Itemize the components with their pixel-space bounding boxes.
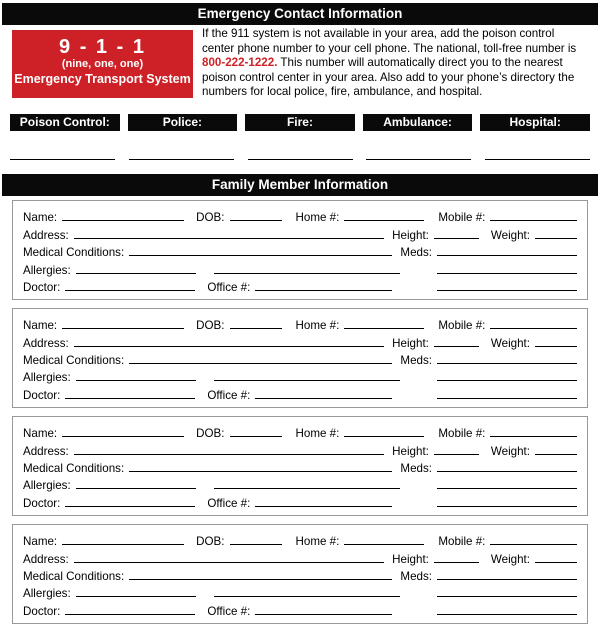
height-label: Height: [392,552,429,566]
address-label: Address: [23,552,69,566]
nine-one-one-number: 9 - 1 - 1 [59,36,146,58]
mobile-phone-write-in-line [490,533,577,545]
mobile-phone-label: Mobile #: [438,211,486,225]
meds-label: Meds: [400,570,432,583]
address-write-in-line [74,227,384,239]
member-row-doctor [23,492,577,509]
height-label: Height: [392,228,429,242]
family-member-block [12,308,588,408]
meds-continuation-line-2 [437,387,577,399]
member-row-doctor [23,600,577,617]
poison-control-label-box: Poison Control: [10,114,120,131]
member-row-medical [23,458,577,475]
dob-label: DOB: [196,535,225,549]
meds-write-in-line [437,460,577,472]
emergency-number-labels-row [10,114,590,131]
weight-label: Weight: [490,552,530,566]
dob-write-in-line [230,533,282,545]
family-member-blocks [12,200,588,624]
office-phone-write-in-line [255,387,392,399]
allergies-label: Allergies: [23,371,71,385]
meds-write-in-line [437,352,577,364]
meds-write-in-line [437,568,577,580]
intro-section [12,27,588,100]
height-label: Height: [392,336,429,350]
member-row-allergies [23,583,577,600]
doctor-label: Doctor: [23,280,61,294]
mobile-phone-write-in-line [490,425,577,437]
dob-write-in-line [230,317,282,329]
home-phone-write-in-line [344,533,424,545]
meds-continuation-line-2 [437,603,577,615]
home-phone-label: Home #: [295,535,340,549]
name-write-in-line [62,317,184,329]
home-phone-label: Home #: [295,211,340,225]
meds-write-in-line [437,244,577,256]
doctor-write-in-line [65,495,195,507]
poison-control-paragraph [202,27,588,100]
medical-conditions-write-in-line [129,460,392,472]
doctor-label: Doctor: [23,604,61,618]
name-write-in-line [62,533,184,545]
office-phone-label: Office #: [207,388,251,402]
weight-label: Weight: [490,444,530,458]
medical-conditions-write-in-line [129,352,392,364]
mobile-phone-label: Mobile #: [438,319,486,333]
member-row-address [23,548,577,565]
height-label: Height: [392,444,429,458]
home-phone-write-in-line [344,425,424,437]
member-row-name [23,315,577,332]
allergies-label: Allergies: [23,479,71,493]
home-phone-label: Home #: [295,319,340,333]
police-label-box: Police: [128,114,238,131]
office-phone-write-in-line [255,279,392,291]
doctor-label: Doctor: [23,388,61,402]
meds-label: Meds: [400,354,432,368]
dob-label: DOB: [196,319,225,333]
name-write-in-line [62,425,184,437]
member-row-allergies [23,367,577,384]
allergies-continuation-line [214,585,400,597]
meds-label: Meds: [400,246,432,260]
member-row-address [23,224,577,241]
member-row-address [23,332,577,349]
hospital-label-box: Hospital: [480,114,590,131]
member-row-address [23,440,577,457]
office-phone-write-in-line [255,495,392,507]
address-label: Address: [23,228,69,242]
allergies-continuation-line [214,477,400,489]
medical-conditions-write-in-line [129,568,392,580]
allergies-label: Allergies: [23,263,71,277]
allergies-continuation-line [214,262,400,274]
height-write-in-line [434,227,479,239]
name-label: Name: [23,211,58,225]
name-write-in-line [62,209,184,221]
emergency-number-lines-row [10,158,590,160]
mobile-phone-write-in-line [490,209,577,221]
member-row-allergies [23,259,577,276]
ambulance-label-box: Ambulance: [363,114,473,131]
ambulance-write-in-line [366,158,471,160]
allergies-label: Allergies: [23,587,71,601]
allergies-continuation-line [214,369,400,381]
allergies-write-in-line [76,585,196,597]
member-row-medical [23,242,577,259]
weight-write-in-line [535,551,577,563]
office-phone-label: Office #: [207,604,251,618]
medical-conditions-write-in-line [129,244,392,256]
meds-continuation-line-1 [437,262,577,274]
meds-continuation-line-1 [437,369,577,381]
dob-write-in-line [230,209,282,221]
member-row-medical [23,566,577,583]
hospital-write-in-line [485,158,590,160]
section-header-emergency-contact: Emergency Contact Information [2,3,598,25]
poison-control-write-in-line [10,158,115,160]
medical-conditions-label: Medical Conditions: [23,462,125,476]
mobile-phone-label: Mobile #: [438,535,486,549]
height-write-in-line [434,551,479,563]
meds-continuation-line-1 [437,585,577,597]
emergency-transport-system-label: Emergency Transport System [14,72,191,86]
weight-write-in-line [535,443,577,455]
office-phone-write-in-line [255,603,392,615]
home-phone-label: Home #: [295,427,340,441]
nine-one-one-pronunciation: (nine, one, one) [61,58,144,70]
weight-write-in-line [535,227,577,239]
poison-control-phone-number: 800-222-1222. [202,56,278,70]
doctor-write-in-line [65,279,195,291]
allergies-write-in-line [76,262,196,274]
member-row-medical [23,350,577,367]
name-label: Name: [23,427,58,441]
dob-write-in-line [230,425,282,437]
meds-continuation-line-2 [437,279,577,291]
medical-conditions-label: Medical Conditions: [23,246,125,260]
poison-paragraph-after: This number will automatically direct you to the nearest poison control center in your area. Also add to your phone’s directory the numbers for local police, fire, ambulance, and hospital. [202,56,575,99]
address-label: Address: [23,336,69,350]
weight-write-in-line [535,335,577,347]
family-member-block [12,416,588,516]
member-row-name [23,423,577,440]
name-label: Name: [23,535,58,549]
address-write-in-line [74,551,384,563]
address-write-in-line [74,443,384,455]
police-write-in-line [129,158,234,160]
member-row-doctor [23,384,577,401]
fire-write-in-line [248,158,353,160]
meds-continuation-line-1 [437,477,577,489]
doctor-label: Doctor: [23,496,61,510]
home-phone-write-in-line [344,317,424,329]
member-row-name [23,207,577,224]
mobile-phone-write-in-line [490,317,577,329]
meds-continuation-line-2 [437,495,577,507]
name-label: Name: [23,319,58,333]
meds-label: Meds: [400,462,432,476]
height-write-in-line [434,443,479,455]
poison-paragraph-before: If the 911 system is not available in your area, add the poison control center phone number to your cell phone. The national, toll-free number is [202,27,577,55]
family-member-block [12,200,588,300]
allergies-write-in-line [76,369,196,381]
mobile-phone-label: Mobile #: [438,427,486,441]
office-phone-label: Office #: [207,280,251,294]
weight-label: Weight: [490,336,530,350]
section-header-family-member: Family Member Information [2,174,598,196]
dob-label: DOB: [196,427,225,441]
allergies-write-in-line [76,477,196,489]
member-row-name [23,531,577,548]
home-phone-write-in-line [344,209,424,221]
nine-one-one-badge [12,30,193,98]
office-phone-label: Office #: [207,496,251,510]
member-row-allergies [23,475,577,492]
doctor-write-in-line [65,603,195,615]
address-label: Address: [23,444,69,458]
dob-label: DOB: [196,211,225,225]
doctor-write-in-line [65,387,195,399]
weight-label: Weight: [490,228,530,242]
address-write-in-line [74,335,384,347]
family-member-block [12,524,588,624]
height-write-in-line [434,335,479,347]
fire-label-box: Fire: [245,114,355,131]
member-row-doctor [23,277,577,294]
medical-conditions-label: Medical Conditions: [23,354,125,368]
medical-conditions-label: Medical Conditions: [23,570,125,583]
